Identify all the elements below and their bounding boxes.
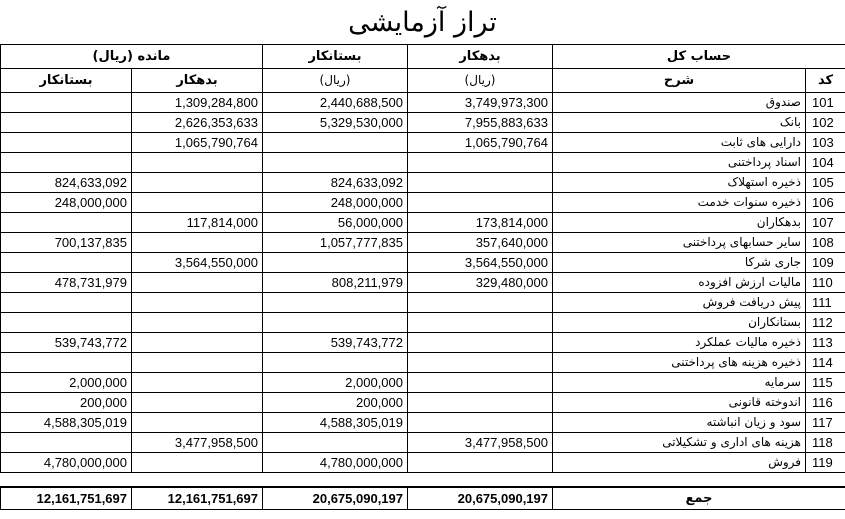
debit-cell: 329,480,000 (408, 273, 553, 293)
code-cell: 117 (806, 413, 845, 433)
credit-cell: 248,000,000 (263, 193, 408, 213)
code-cell: 118 (806, 433, 845, 453)
debit-cell (408, 193, 553, 213)
credit-cell (263, 133, 408, 153)
table-row (1, 433, 845, 453)
balance-credit-cell (1, 433, 132, 453)
code-cell: 113 (806, 333, 845, 353)
description-cell: اندوخته قانونی (553, 393, 806, 413)
table-row (1, 193, 845, 213)
table-row (1, 113, 845, 133)
debit-cell: 357,640,000 (408, 233, 553, 253)
code-cell: 114 (806, 353, 845, 373)
description-cell: بانک (553, 113, 806, 133)
balance-debit-cell (132, 273, 263, 293)
credit-cell: 5,329,530,000 (263, 113, 408, 133)
balance-credit-cell (1, 133, 132, 153)
credit-cell: 824,633,092 (263, 173, 408, 193)
table-row (1, 353, 845, 373)
credit-cell: 2,000,000 (263, 373, 408, 393)
balance-credit-cell (1, 353, 132, 373)
table-row (1, 153, 845, 173)
header-general-account: حساب کل (553, 45, 845, 69)
header-code: کد (806, 69, 845, 93)
description-cell: سرمایه (553, 373, 806, 393)
code-cell: 115 (806, 373, 845, 393)
debit-cell: 173,814,000 (408, 213, 553, 233)
balance-debit-cell (132, 233, 263, 253)
table-row (1, 453, 845, 473)
credit-cell (263, 153, 408, 173)
description-cell: هزینه های اداری و تشکیلاتی (553, 433, 806, 453)
balance-credit-cell: 824,633,092 (1, 173, 132, 193)
total-debit: 20,675,090,197 (408, 487, 553, 510)
code-cell: 111 (806, 293, 845, 313)
balance-credit-cell: 200,000 (1, 393, 132, 413)
balance-debit-cell (132, 293, 263, 313)
table-row (1, 133, 845, 153)
debit-cell: 3,564,550,000 (408, 253, 553, 273)
header-debit: بدهکار (408, 45, 553, 69)
credit-cell (263, 433, 408, 453)
balance-debit-cell (132, 393, 263, 413)
balance-debit-cell: 3,477,958,500 (132, 433, 263, 453)
balance-credit-cell (1, 93, 132, 113)
credit-cell: 1,057,777,835 (263, 233, 408, 253)
description-cell: دارایی های ثابت (553, 133, 806, 153)
code-cell: 103 (806, 133, 845, 153)
debit-cell (408, 313, 553, 333)
balance-credit-cell (1, 113, 132, 133)
table-row (1, 173, 845, 193)
credit-cell: 4,780,000,000 (263, 453, 408, 473)
description-cell: سایر حسابهای پرداختنی (553, 233, 806, 253)
header-balance-debit: بدهکار (132, 69, 263, 93)
credit-cell (263, 313, 408, 333)
balance-credit-cell: 478,731,979 (1, 273, 132, 293)
sheet-title: تراز آزمایشی (0, 0, 845, 45)
spacer-cell (132, 473, 263, 488)
description-cell: ذخیره استهلاک (553, 173, 806, 193)
balance-debit-cell (132, 373, 263, 393)
credit-cell: 2,440,688,500 (263, 93, 408, 113)
credit-cell (263, 353, 408, 373)
debit-cell: 7,955,883,633 (408, 113, 553, 133)
code-cell: 110 (806, 273, 845, 293)
balance-debit-cell: 1,065,790,764 (132, 133, 263, 153)
code-cell: 104 (806, 153, 845, 173)
debit-cell (408, 333, 553, 353)
balance-credit-cell (1, 253, 132, 273)
balance-debit-cell: 1,309,284,800 (132, 93, 263, 113)
debit-cell (408, 413, 553, 433)
code-cell: 109 (806, 253, 845, 273)
credit-cell: 200,000 (263, 393, 408, 413)
balance-credit-cell: 248,000,000 (1, 193, 132, 213)
balance-debit-cell (132, 453, 263, 473)
table-row (1, 233, 845, 253)
description-cell: اسناد پرداختنی (553, 153, 806, 173)
balance-debit-cell: 2,626,353,633 (132, 113, 263, 133)
total-row (1, 487, 845, 510)
table-row (1, 253, 845, 273)
balance-debit-cell (132, 413, 263, 433)
total-balance-credit: 12,161,751,697 (1, 487, 132, 510)
balance-debit-cell (132, 333, 263, 353)
balance-credit-cell: 700,137,835 (1, 233, 132, 253)
total-balance-debit: 12,161,751,697 (132, 487, 263, 510)
balance-credit-cell (1, 313, 132, 333)
description-cell: مالیات ارزش افزوده (553, 273, 806, 293)
debit-cell: 3,749,973,300 (408, 93, 553, 113)
balance-debit-cell (132, 173, 263, 193)
header-row-1 (1, 45, 845, 69)
header-balance-credit: بستانکار (1, 69, 132, 93)
code-cell: 106 (806, 193, 845, 213)
balance-credit-cell (1, 213, 132, 233)
description-cell: ذخیره هزینه های پرداختنی (553, 353, 806, 373)
debit-cell (408, 353, 553, 373)
header-credit: بستانکار (263, 45, 408, 69)
table-row (1, 273, 845, 293)
total-credit: 20,675,090,197 (263, 487, 408, 510)
credit-cell: 808,211,979 (263, 273, 408, 293)
trial-balance-table (0, 44, 845, 510)
header-credit-unit: (ریال) (263, 69, 408, 93)
table-row (1, 413, 845, 433)
table-row (1, 373, 845, 393)
balance-debit-cell (132, 153, 263, 173)
debit-cell: 1,065,790,764 (408, 133, 553, 153)
code-cell: 112 (806, 313, 845, 333)
table-row (1, 393, 845, 413)
table-row (1, 293, 845, 313)
description-cell: جاری شرکا (553, 253, 806, 273)
table-row (1, 313, 845, 333)
debit-cell: 3,477,958,500 (408, 433, 553, 453)
balance-credit-cell: 2,000,000 (1, 373, 132, 393)
balance-debit-cell (132, 313, 263, 333)
credit-cell: 4,588,305,019 (263, 413, 408, 433)
description-cell: پیش دریافت فروش (553, 293, 806, 313)
header-row-2 (1, 69, 845, 93)
code-cell: 119 (806, 453, 845, 473)
spacer-cell (553, 473, 806, 488)
total-label: جمع (553, 487, 845, 510)
balance-debit-cell: 117,814,000 (132, 213, 263, 233)
balance-debit-cell (132, 353, 263, 373)
description-cell: بدهکاران (553, 213, 806, 233)
balance-debit-cell (132, 193, 263, 213)
code-cell: 105 (806, 173, 845, 193)
credit-cell (263, 293, 408, 313)
balance-credit-cell: 4,780,000,000 (1, 453, 132, 473)
debit-cell (408, 373, 553, 393)
debit-cell (408, 453, 553, 473)
balance-debit-cell: 3,564,550,000 (132, 253, 263, 273)
description-cell: ذخیره سنوات خدمت (553, 193, 806, 213)
header-description: شرح (553, 69, 806, 93)
table-row (1, 333, 845, 353)
code-cell: 107 (806, 213, 845, 233)
spacer-cell (263, 473, 408, 488)
spacer-row (1, 473, 845, 488)
balance-credit-cell (1, 293, 132, 313)
credit-cell (263, 253, 408, 273)
balance-credit-cell (1, 153, 132, 173)
table-row (1, 93, 845, 113)
spacer-cell (1, 473, 132, 488)
code-cell: 108 (806, 233, 845, 253)
description-cell: سود و زیان انباشته (553, 413, 806, 433)
table-row (1, 213, 845, 233)
description-cell: فروش (553, 453, 806, 473)
code-cell: 116 (806, 393, 845, 413)
header-balance: مانده (ریال) (1, 45, 263, 69)
debit-cell (408, 153, 553, 173)
credit-cell: 56,000,000 (263, 213, 408, 233)
code-cell: 102 (806, 113, 845, 133)
description-cell: بستانکاران (553, 313, 806, 333)
balance-credit-cell: 4,588,305,019 (1, 413, 132, 433)
debit-cell (408, 173, 553, 193)
code-cell: 101 (806, 93, 845, 113)
debit-cell (408, 293, 553, 313)
debit-cell (408, 393, 553, 413)
spacer-cell (408, 473, 553, 488)
header-debit-unit: (ریال) (408, 69, 553, 93)
description-cell: صندوق (553, 93, 806, 113)
spacer-cell (806, 473, 845, 488)
credit-cell: 539,743,772 (263, 333, 408, 353)
description-cell: ذخیره مالیات عملکرد (553, 333, 806, 353)
balance-credit-cell: 539,743,772 (1, 333, 132, 353)
